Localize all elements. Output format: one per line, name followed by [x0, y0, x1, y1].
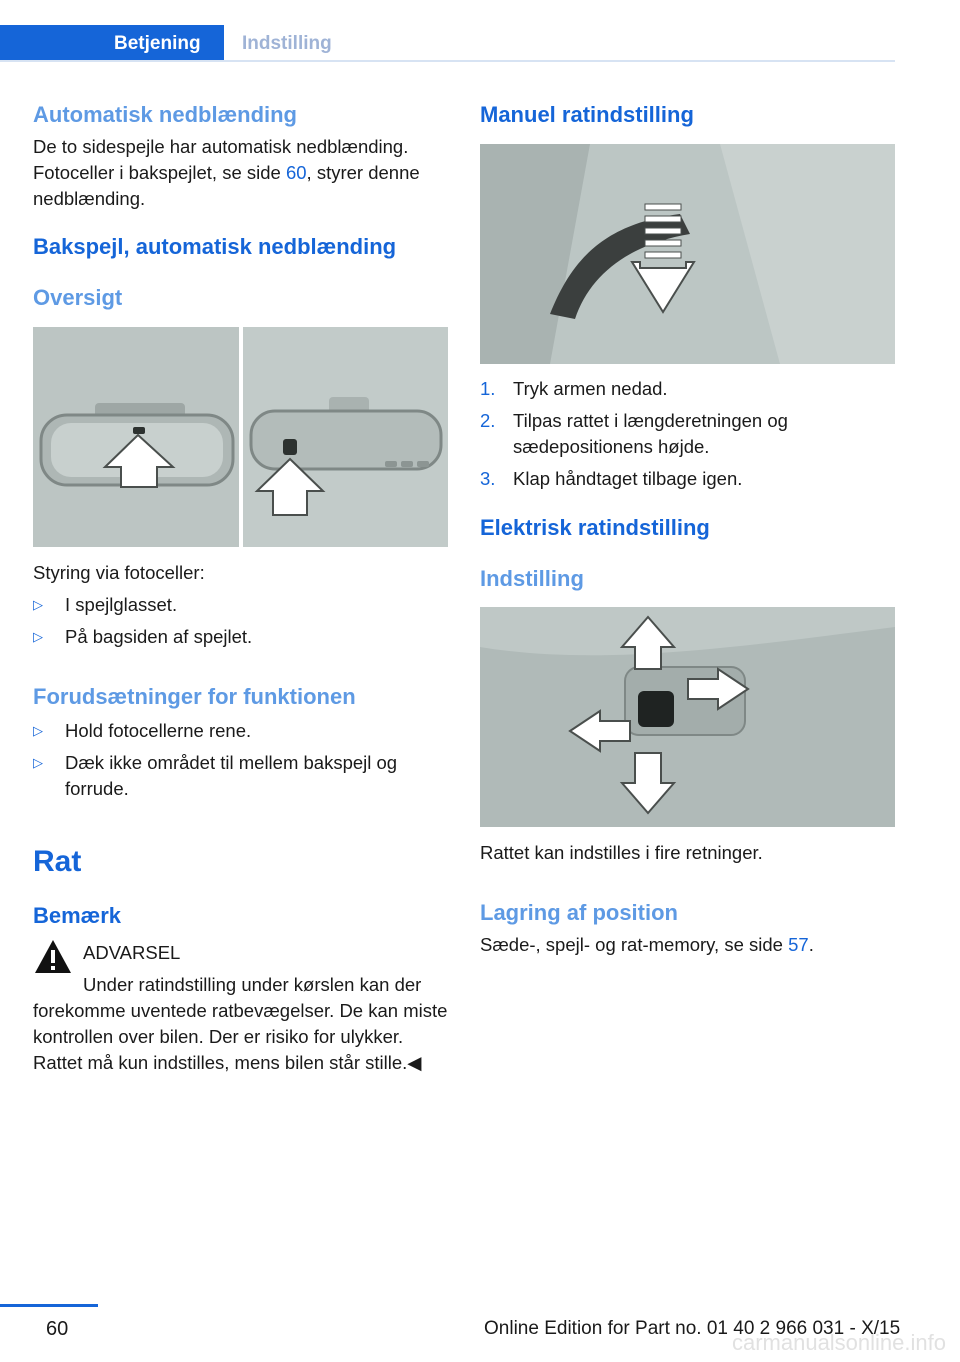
- list-item: ▷ Dæk ikke området til mellem bakspejl og forrude.: [33, 750, 448, 802]
- overview-heading: Oversigt: [33, 285, 123, 310]
- manual-heading: Manuel ratindstilling: [480, 102, 694, 127]
- page-link-57[interactable]: 57: [788, 934, 809, 955]
- list-item: 2. Tilpas rattet i længderetningen og sædepositionens højde.: [480, 410, 788, 457]
- auto-dim-text-1: De to sidespejle har automatisk nedblænding. Fotoceller i bakspejlet, se side: [33, 136, 409, 183]
- page-link-60[interactable]: 60: [285, 162, 307, 183]
- page-number: 60: [46, 1318, 69, 1340]
- mirror-heading: Bakspejl, automatisk nedblænding: [33, 234, 397, 259]
- warning-icon: [33, 938, 73, 981]
- directions-text: Rattet kan indstilles i fire retninger.: [480, 842, 763, 863]
- note-heading: Bemærk: [33, 903, 122, 928]
- auto-dim-text-2: , styrer denne nedblænding.: [33, 162, 420, 209]
- warning-text-rest: forekomme uventede ratbevægelser. De kan miste kontrollen over bilen. Der er risiko for ulykker. Rattet må kun indstilles, mens bilen står stille.◀: [33, 1000, 448, 1073]
- auto-dim-paragraph: [33, 134, 448, 212]
- electric-heading: Elektrisk ratindstilling: [480, 515, 710, 540]
- section-heading-rat: Rat: [33, 845, 82, 878]
- storage-text: Sæde-, spejl- og rat-memory, se side: [480, 934, 789, 955]
- warning-text-first: Under ratindstilling under kørslen kan der: [83, 974, 422, 995]
- list-item: 3. Klap håndtaget tilbage igen.: [480, 468, 743, 489]
- lever-illustration: [480, 144, 895, 364]
- watermark: carmanualsonline.info: [731, 1330, 946, 1355]
- mirror-photo: [33, 327, 448, 547]
- edition-text: Online Edition for Part no. 01 40 2 966 031 - X/15: [484, 1318, 901, 1339]
- triangle-bullet-icon: ▷: [33, 755, 43, 770]
- switch-illustration: [480, 607, 895, 827]
- requirements-list: [33, 718, 448, 802]
- storage-heading: Lagring af position: [480, 900, 678, 925]
- tab-betjening[interactable]: Betjening: [0, 25, 224, 62]
- auto-dim-heading: Automatisk nedblænding: [33, 102, 297, 127]
- triangle-bullet-icon: ▷: [33, 629, 43, 644]
- triangle-bullet-icon: ▷: [33, 723, 43, 738]
- list-item: 1. Tryk armen nedad.: [480, 378, 668, 399]
- header-rule: [0, 60, 895, 62]
- lever-photo: [480, 144, 895, 364]
- triangle-bullet-icon: ▷: [33, 597, 43, 612]
- list-item: ▷ I spejlglasset.: [33, 592, 448, 618]
- mirror-illustration: [33, 327, 448, 547]
- switch-photo: [480, 607, 895, 827]
- warning-label: ADVARSEL: [83, 942, 181, 963]
- setting-heading: Indstilling: [480, 566, 584, 591]
- chapter-tabbar: [0, 25, 895, 62]
- list-item: ▷ På bagsiden af spejlet.: [33, 624, 448, 650]
- photocell-list: [33, 592, 448, 650]
- steps-list: [480, 376, 895, 492]
- footer-rule: [0, 1304, 98, 1307]
- list-item: ▷ Hold fotocellerne rene.: [33, 718, 448, 744]
- requirements-heading: Forudsætninger for funktionen: [33, 684, 356, 709]
- tab-indstilling[interactable]: Indstilling: [242, 33, 332, 54]
- photocell-intro: Styring via fotoceller:: [33, 562, 205, 583]
- storage-paragraph: Sæde-, spejl- og rat-memory, se side 57.: [480, 934, 814, 955]
